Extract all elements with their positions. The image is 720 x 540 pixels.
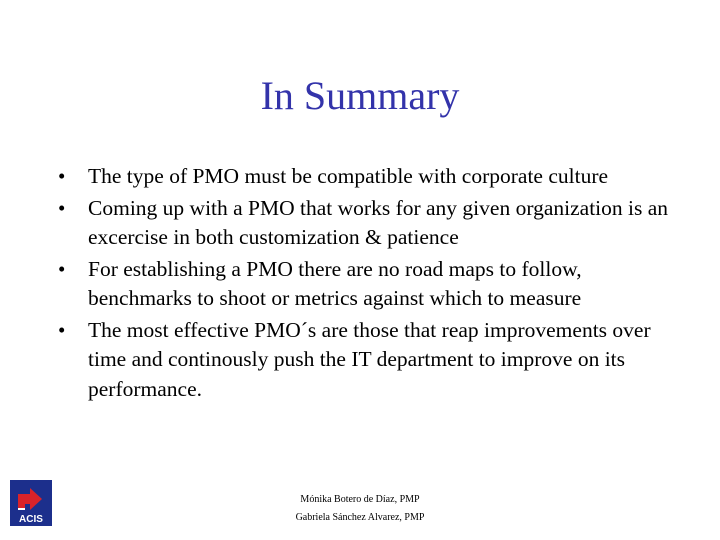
footer-author-1: Mónika Botero de Díaz, PMP (300, 494, 420, 505)
bullet-icon: • (58, 195, 66, 220)
bullet-item (58, 162, 678, 192)
footer-author-2: Gabriela Sánchez Alvarez, PMP (295, 512, 425, 523)
logo-text: ACIS (19, 514, 43, 525)
bullet-text: For establishing a PMO there are no road maps to follow, benchmarks to shoot or metrics against which to measure (88, 256, 582, 310)
bullet-text: Coming up with a PMO that works for any given organization is an excercise in both customization & patience (88, 195, 669, 249)
bullet-list (58, 162, 678, 406)
bullet-icon: • (58, 317, 66, 342)
bullet-item (58, 316, 678, 405)
bullet-icon: • (58, 164, 66, 188)
bullet-item (58, 194, 678, 253)
slide-title: In Summary (260, 73, 460, 118)
bullet-text: The type of PMO must be compatible with corporate culture (88, 164, 609, 188)
bullet-item (58, 255, 678, 314)
bullet-text: The most effective PMO´s are those that reap improvements over time and continously push the IT department to improve on its performance. (88, 317, 651, 401)
bullet-icon: • (58, 256, 66, 281)
